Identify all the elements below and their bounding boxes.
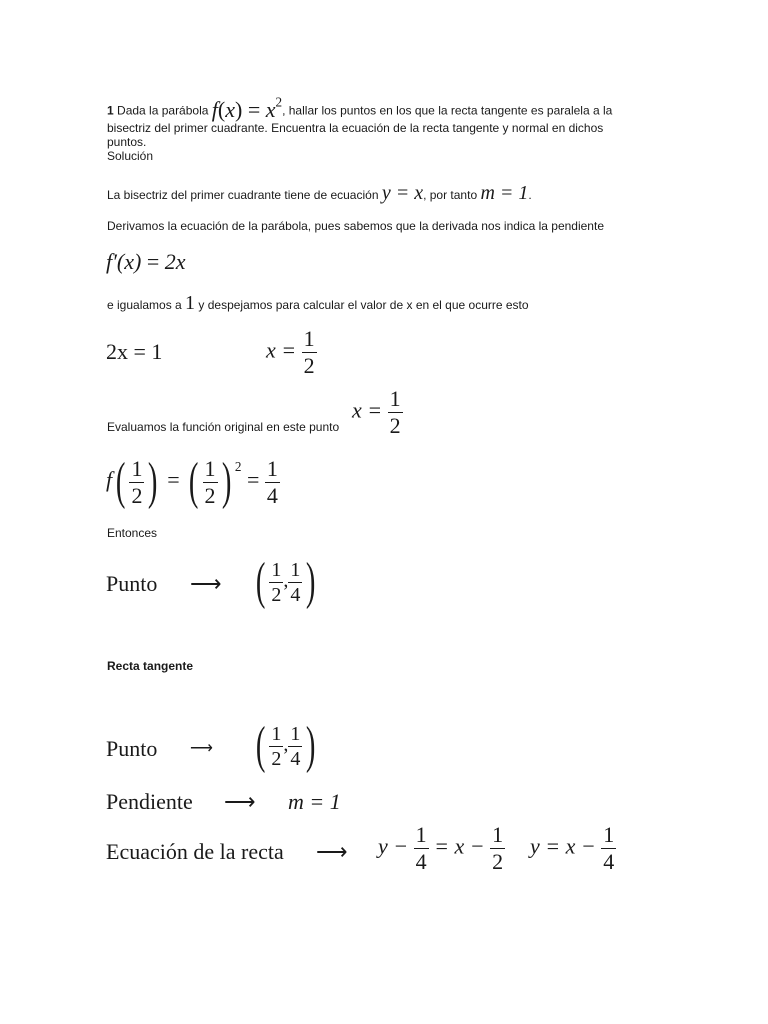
problem-line-3: puntos. [107,135,147,149]
equation-2x-equals-1: 2x = 1 [106,339,163,364]
bisectriz-text: La bisectriz del primer cuadrante tiene de ecuación [107,188,382,202]
pendiente-value: m = 1 [288,789,341,814]
punto-arrow-2: ⟶ [190,740,213,757]
punto-label-2: Punto [106,736,158,761]
punto-coordinates-1: ( $\frac{1}{2}$ , $\frac{1}{4}$ ) [255,553,316,610]
punto-label-1: Punto [106,571,158,596]
pendiente-arrow: ⟶ [224,789,256,814]
problem-text-after: , hallar los puntos en los que la recta tangente es paralela a la [282,103,613,118]
evaluamos-text: Evaluamos la función original en este punto [107,420,340,434]
igualamos-value: 1 [185,292,196,314]
derivamos-text: Derivamos la ecuación de la parábola, pues sabemos que la derivada nos indica la pendiente [107,219,604,233]
derivative-formula: f′(x) = 2x [106,249,186,274]
evaluamos-x-half: x = $\frac{1}{2}$ [352,386,401,438]
problem-number: 1 [107,103,114,118]
bisectriz-mid: , por tanto [423,188,481,202]
punto-coordinates-2: ( $\frac{1}{2}$ , $\frac{1}{4}$ ) [255,717,316,774]
solution-x-half: x = $\frac{1}{2}$ [266,326,315,378]
function-evaluation: f( $\frac{1}{2}$ ) = ( $\frac{1}{2}$ ) $^2$ = $\frac{1}{4}$ [106,453,278,510]
igualamos-line: e igualamos a 1 y despejamos para calcular el valor de x en el que ocurre esto [107,292,529,314]
bisectriz-line: La bisectriz del primer cuadrante tiene de ecuación y = x, por tanto m = 1. [107,182,532,204]
problem-statement [107,94,613,122]
punto-arrow-1: ⟶ [190,571,222,596]
entonces-text: Entonces [107,526,158,540]
tangent-equation-point-slope: y − $\frac{1}{4}$ = x − $\frac{1}{2}$ [378,822,504,874]
problem-text-before: Dada la parábola [113,103,212,118]
ecuacion-arrow: ⟶ [316,839,348,864]
parabola-formula: $f(x) = x^2$ [211,94,283,122]
problem-line-2: bisectriz del primer cuadrante. Encuentra la ecuación de la recta tangente y normal en dichos [107,121,604,135]
recta-tangente-heading: Recta tangente [107,659,194,673]
solution-label: Solución [107,149,154,163]
pendiente-label: Pendiente [106,789,193,814]
slope-equation: m = 1 [480,182,529,204]
tangent-equation-explicit: y = x − $\frac{1}{4}$ [530,822,615,874]
bisectriz-equation: y = x [381,182,424,204]
ecuacion-label: Ecuación de la recta [106,839,284,864]
